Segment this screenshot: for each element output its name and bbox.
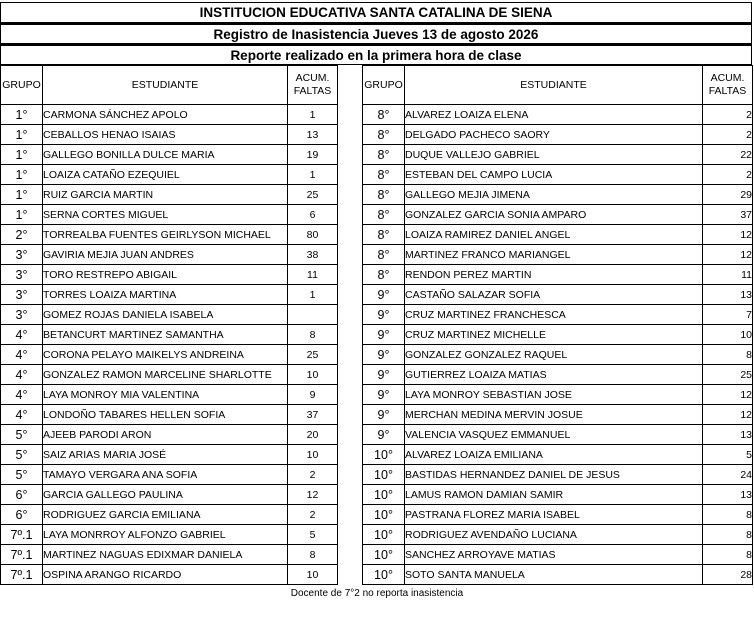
grupo-cell: 8° <box>363 125 405 145</box>
grupo-cell: 2° <box>1 225 43 245</box>
grupo-cell: 6° <box>1 485 43 505</box>
estudiante-cell: CARMONA SÁNCHEZ APOLO <box>43 105 288 125</box>
grupo-cell: 1° <box>1 165 43 185</box>
table-row <box>1 345 338 365</box>
grupo-cell: 8° <box>363 105 405 125</box>
estudiante-cell: MARTINEZ FRANCO MARIANGEL <box>405 245 703 265</box>
table-row <box>363 225 753 245</box>
grupo-cell: 1° <box>1 125 43 145</box>
grupo-cell: 5° <box>1 445 43 465</box>
table-row <box>1 385 338 405</box>
faltas-cell: 12 <box>703 245 753 265</box>
table-row <box>363 525 753 545</box>
faltas-cell: 13 <box>703 425 753 445</box>
table-row <box>363 565 753 585</box>
faltas-cell: 2 <box>288 465 338 485</box>
estudiante-cell: ALVAREZ LOAIZA EMILIANA <box>405 445 703 465</box>
table-row <box>363 385 753 405</box>
faltas-cell: 10 <box>703 325 753 345</box>
faltas-cell: 12 <box>703 385 753 405</box>
school-title: INSTITUCION EDUCATIVA SANTA CATALINA DE SIENA <box>0 2 752 23</box>
grupo-cell: 9° <box>363 405 405 425</box>
estudiante-cell: VALENCIA VASQUEZ EMMANUEL <box>405 425 703 445</box>
table-row <box>363 345 753 365</box>
faltas-cell: 24 <box>703 465 753 485</box>
grupo-cell: 4° <box>1 345 43 365</box>
right-attendance-table <box>362 65 753 585</box>
grupo-header: GRUPO <box>1 66 43 105</box>
estudiante-cell: LOAIZA RAMIREZ DANIEL ANGEL <box>405 225 703 245</box>
table-row <box>1 285 338 305</box>
faltas-cell: 8 <box>703 345 753 365</box>
estudiante-cell: SOTO SANTA MANUELA <box>405 565 703 585</box>
table-row <box>1 145 338 165</box>
table-row <box>363 105 753 125</box>
grupo-cell: 9° <box>363 285 405 305</box>
table-row <box>1 365 338 385</box>
faltas-cell <box>288 305 338 325</box>
estudiante-cell: GALLEGO MEJIA JIMENA <box>405 185 703 205</box>
faltas-cell: 38 <box>288 245 338 265</box>
faltas-cell: 5 <box>288 525 338 545</box>
table-row <box>363 145 753 165</box>
table-row <box>1 165 338 185</box>
right-table-body <box>363 105 753 585</box>
grupo-cell: 5° <box>1 425 43 445</box>
table-row <box>1 305 338 325</box>
table-row <box>363 305 753 325</box>
faltas-cell: 13 <box>703 485 753 505</box>
faltas-cell: 5 <box>703 445 753 465</box>
left-table-body <box>1 105 338 585</box>
faltas-cell: 8 <box>703 545 753 565</box>
acum-label: ACUM. <box>710 72 745 84</box>
table-row <box>363 465 753 485</box>
faltas-label: FALTAS <box>293 85 332 97</box>
estudiante-cell: LOAIZA CATAÑO EZEQUIEL <box>43 165 288 185</box>
table-row <box>363 545 753 565</box>
faltas-cell: 10 <box>288 565 338 585</box>
table-row <box>363 365 753 385</box>
faltas-cell: 12 <box>703 225 753 245</box>
estudiante-cell: GONZALEZ GARCIA SONIA AMPARO <box>405 205 703 225</box>
table-row <box>363 245 753 265</box>
estudiante-cell: OSPINA ARANGO RICARDO <box>43 565 288 585</box>
footer-note: Docente de 7°2 no reporta inasistencia <box>290 588 464 599</box>
estudiante-cell: CASTAÑO SALAZAR SOFIA <box>405 285 703 305</box>
grupo-cell: 10° <box>363 565 405 585</box>
estudiante-cell: GARCIA GALLEGO PAULINA <box>43 485 288 505</box>
table-row <box>363 125 753 145</box>
estudiante-cell: MARTINEZ NAGUAS EDIXMAR DANIELA <box>43 545 288 565</box>
grupo-cell: 3° <box>1 305 43 325</box>
table-row <box>363 485 753 505</box>
grupo-cell: 8° <box>363 225 405 245</box>
table-row <box>1 205 338 225</box>
estudiante-cell: CEBALLOS HENAO ISAIAS <box>43 125 288 145</box>
estudiante-cell: TAMAYO VERGARA ANA SOFIA <box>43 465 288 485</box>
table-row <box>363 445 753 465</box>
grupo-cell: 10° <box>363 545 405 565</box>
faltas-cell: 8 <box>288 325 338 345</box>
estudiante-cell: DUQUE VALLEJO GABRIEL <box>405 145 703 165</box>
grupo-cell: 4° <box>1 405 43 425</box>
estudiante-cell: DELGADO PACHECO SAORY <box>405 125 703 145</box>
estudiante-cell: PASTRANA FLOREZ MARIA ISABEL <box>405 505 703 525</box>
table-row <box>1 125 338 145</box>
estudiante-cell: CORONA PELAYO MAIKELYS ANDREINA <box>43 345 288 365</box>
table-row <box>1 445 338 465</box>
grupo-cell: 1° <box>1 185 43 205</box>
faltas-cell: 37 <box>288 405 338 425</box>
table-row <box>1 425 338 445</box>
table-row <box>363 405 753 425</box>
faltas-cell: 12 <box>703 405 753 425</box>
grupo-cell: 8° <box>363 165 405 185</box>
table-row <box>1 505 338 525</box>
faltas-cell: 11 <box>703 265 753 285</box>
table-row <box>1 545 338 565</box>
grupo-cell: 10° <box>363 505 405 525</box>
table-row <box>1 105 338 125</box>
faltas-cell: 20 <box>288 425 338 445</box>
estudiante-cell: SAIZ ARIAS MARIA JOSÉ <box>43 445 288 465</box>
table-row <box>1 485 338 505</box>
table-row <box>1 225 338 245</box>
estudiante-cell: GUTIERREZ LOAIZA MATIAS <box>405 365 703 385</box>
grupo-cell: 7º.1 <box>1 545 43 565</box>
faltas-cell: 2 <box>288 505 338 525</box>
estudiante-cell: MERCHAN MEDINA MERVIN JOSUE <box>405 405 703 425</box>
grupo-cell: 5° <box>1 465 43 485</box>
grupo-cell: 4° <box>1 325 43 345</box>
faltas-cell: 25 <box>288 345 338 365</box>
faltas-cell: 13 <box>288 125 338 145</box>
left-attendance-table <box>0 65 338 585</box>
faltas-cell: 2 <box>703 105 753 125</box>
estudiante-cell: TORRES LOAIZA MARTINA <box>43 285 288 305</box>
faltas-cell: 13 <box>703 285 753 305</box>
faltas-cell: 25 <box>288 185 338 205</box>
grupo-cell: 3° <box>1 245 43 265</box>
faltas-cell: 28 <box>703 565 753 585</box>
grupo-cell: 10° <box>363 445 405 465</box>
faltas-header <box>703 66 753 105</box>
faltas-cell: 11 <box>288 265 338 285</box>
estudiante-cell: RODRIGUEZ AVENDAÑO LUCIANA <box>405 525 703 545</box>
estudiante-cell: GONZALEZ RAMON MARCELINE SHARLOTTE <box>43 365 288 385</box>
faltas-cell: 19 <box>288 145 338 165</box>
estudiante-cell: LAMUS RAMON DAMIAN SAMIR <box>405 485 703 505</box>
table-row <box>363 325 753 345</box>
estudiante-cell: GAVIRIA MEJIA JUAN ANDRES <box>43 245 288 265</box>
right-header-row <box>363 66 753 105</box>
faltas-cell: 7 <box>703 305 753 325</box>
grupo-cell: 10° <box>363 485 405 505</box>
faltas-cell: 1 <box>288 105 338 125</box>
faltas-cell: 10 <box>288 445 338 465</box>
estudiante-cell: CRUZ MARTINEZ MICHELLE <box>405 325 703 345</box>
faltas-cell: 12 <box>288 485 338 505</box>
faltas-cell: 6 <box>288 205 338 225</box>
estudiante-cell: LAYA MONROY SEBASTIAN JOSE <box>405 385 703 405</box>
estudiante-cell: LAYA MONRROY ALFONZO GABRIEL <box>43 525 288 545</box>
grupo-header: GRUPO <box>363 66 405 105</box>
estudiante-cell: LAYA MONROY MIA VALENTINA <box>43 385 288 405</box>
grupo-cell: 9° <box>363 385 405 405</box>
table-row <box>1 325 338 345</box>
grupo-cell: 8° <box>363 265 405 285</box>
estudiante-cell: TORREALBA FUENTES GEIRLYSON MICHAEL <box>43 225 288 245</box>
faltas-cell: 9 <box>288 385 338 405</box>
estudiante-cell: ESTEBAN DEL CAMPO LUCIA <box>405 165 703 185</box>
estudiante-cell: RENDON PEREZ MARTIN <box>405 265 703 285</box>
estudiante-cell: BASTIDAS HERNANDEZ DANIEL DE JESUS <box>405 465 703 485</box>
table-row <box>1 525 338 545</box>
faltas-cell: 8 <box>703 505 753 525</box>
grupo-cell: 7º.1 <box>1 525 43 545</box>
grupo-cell: 3° <box>1 285 43 305</box>
grupo-cell: 8° <box>363 245 405 265</box>
faltas-cell: 1 <box>288 285 338 305</box>
table-row <box>363 185 753 205</box>
grupo-cell: 8° <box>363 205 405 225</box>
grupo-cell: 8° <box>363 145 405 165</box>
estudiante-cell: GOMEZ ROJAS DANIELA ISABELA <box>43 305 288 325</box>
reporte-title: Reporte realizado en la primera hora de clase <box>0 44 752 65</box>
faltas-header <box>288 66 338 105</box>
left-header-row <box>1 66 338 105</box>
estudiante-cell: BETANCURT MARTINEZ SAMANTHA <box>43 325 288 345</box>
estudiante-cell: SANCHEZ ARROYAVE MATIAS <box>405 545 703 565</box>
grupo-cell: 1° <box>1 105 43 125</box>
grupo-cell: 9° <box>363 325 405 345</box>
estudiante-cell: RUIZ GARCIA MARTIN <box>43 185 288 205</box>
grupo-cell: 9° <box>363 345 405 365</box>
estudiante-cell: LONDOÑO TABARES HELLEN SOFIA <box>43 405 288 425</box>
table-row <box>363 205 753 225</box>
table-row <box>1 245 338 265</box>
grupo-cell: 6° <box>1 505 43 525</box>
faltas-label: FALTAS <box>708 85 747 97</box>
grupo-cell: 4° <box>1 385 43 405</box>
faltas-cell: 37 <box>703 205 753 225</box>
grupo-cell: 4° <box>1 365 43 385</box>
estudiante-header: ESTUDIANTE <box>43 66 288 105</box>
estudiante-header: ESTUDIANTE <box>405 66 703 105</box>
estudiante-cell: TORO RESTREPO ABIGAIL <box>43 265 288 285</box>
estudiante-cell: GONZALEZ GONZALEZ RAQUEL <box>405 345 703 365</box>
estudiante-cell: RODRIGUEZ GARCIA EMILIANA <box>43 505 288 525</box>
table-row <box>1 405 338 425</box>
acum-label: ACUM. <box>295 72 330 84</box>
estudiante-cell: GALLEGO BONILLA DULCE MARIA <box>43 145 288 165</box>
table-row <box>363 425 753 445</box>
table-row <box>363 165 753 185</box>
table-row <box>1 185 338 205</box>
table-row <box>1 565 338 585</box>
grupo-cell: 3° <box>1 265 43 285</box>
grupo-cell: 8° <box>363 185 405 205</box>
estudiante-cell: ALVAREZ LOAIZA ELENA <box>405 105 703 125</box>
faltas-cell: 80 <box>288 225 338 245</box>
table-row <box>363 265 753 285</box>
grupo-cell: 9° <box>363 425 405 445</box>
grupo-cell: 1° <box>1 145 43 165</box>
faltas-cell: 2 <box>703 125 753 145</box>
table-row <box>1 265 338 285</box>
estudiante-cell: SERNA CORTES MIGUEL <box>43 205 288 225</box>
faltas-cell: 25 <box>703 365 753 385</box>
faltas-cell: 1 <box>288 165 338 185</box>
grupo-cell: 10° <box>363 525 405 545</box>
faltas-cell: 8 <box>288 545 338 565</box>
faltas-cell: 8 <box>703 525 753 545</box>
grupo-cell: 7º.1 <box>1 565 43 585</box>
faltas-cell: 29 <box>703 185 753 205</box>
faltas-cell: 2 <box>703 165 753 185</box>
faltas-cell: 10 <box>288 365 338 385</box>
table-row <box>1 465 338 485</box>
grupo-cell: 10° <box>363 465 405 485</box>
estudiante-cell: CRUZ MARTINEZ FRANCHESCA <box>405 305 703 325</box>
estudiante-cell: AJEEB PARODI ARON <box>43 425 288 445</box>
grupo-cell: 9° <box>363 365 405 385</box>
grupo-cell: 9° <box>363 305 405 325</box>
faltas-cell: 22 <box>703 145 753 165</box>
table-row <box>363 285 753 305</box>
grupo-cell: 1° <box>1 205 43 225</box>
registro-title: Registro de Inasistencia Jueves 13 de agosto 2026 <box>0 23 752 44</box>
table-row <box>363 505 753 525</box>
